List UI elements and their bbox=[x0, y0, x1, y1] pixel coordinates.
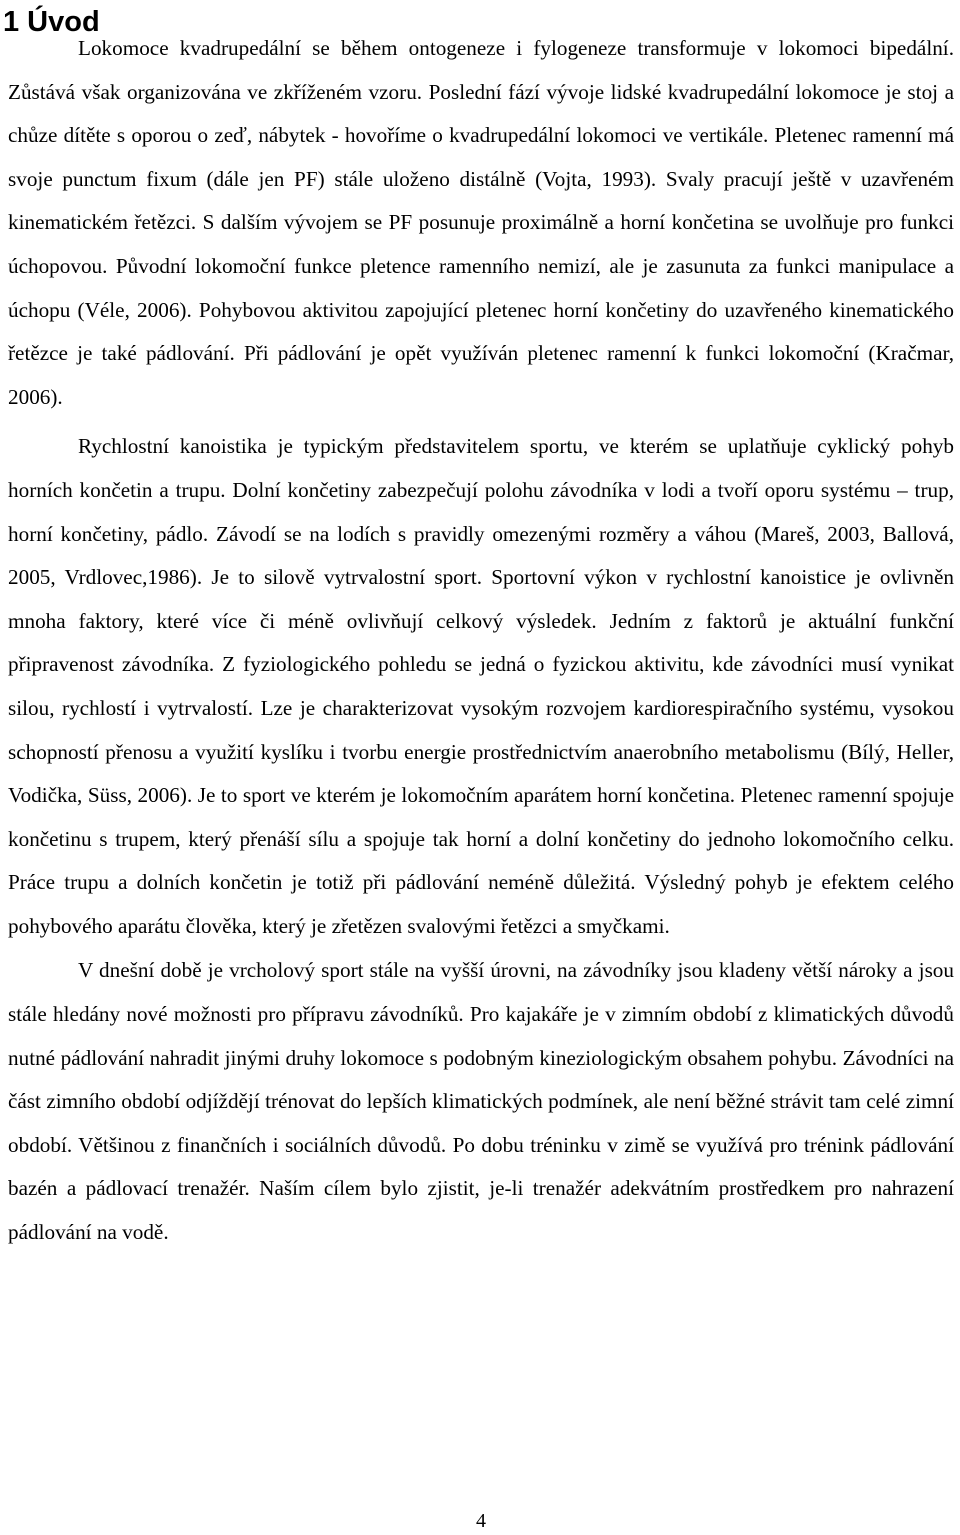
page-number: 4 bbox=[476, 1510, 486, 1532]
paragraph-canoeing: Rychlostní kanoistika je typickým představitelem sportu, ve kterém se uplatňuje cyklický pohyb horních končetin a trupu. Dolní končetiny zabezpečují polohu závodníka v lodi a tvoří oporu systému – trup, horní končetiny, pádlo. Závodí se na lodích s pravidly omezenými rozměry a váhou (Mareš, 2003, Ballová, 2005, Vrdlovec,1986). Je to silově vytrvalostní sport. Sportovní výkon v rychlostní kanoistice je ovlivněn mnoha faktory, které více či méně ovlivňují celkový výsledek. Jedním z faktorů je aktuální funkční připravenost závodníka. Z fyziologického pohledu se jedná o fyzickou aktivitu, kde závodníci musí vynikat silou, rychlostí i vytrvalostí. Lze je charakterizovat vysokým rozvojem kardiorespiračního systému, vysokou schopností přenosu a využití kyslíku i tvorbu energie prostřednictvím anaerobního metabolismu (Bílý, Heller, Vodička, Süss, 2006). Je to sport ve kterém je lokomočním aparátem horní končetina. Pletenec ramenní spojuje končetinu s trupem, který přenáší sílu a spojuje tak horní a dolní končetiny do jednoho lokomočního celku. Práce trupu a dolních končetin je totiž při pádlování neméně důležitá. Výsledný pohyb je efektem celého pohybového aparátu člověka, který je zřetězen svalovými řetězci a smyčkami. bbox=[8, 434, 954, 938]
section-heading: 1 Úvod bbox=[3, 6, 100, 38]
paragraph-training: V dnešní době je vrcholový sport stále na vyšší úrovni, na závodníky jsou kladeny větší nároky a jsou stále hledány nové možnosti pro přípravu závodníků. Pro kajakáře je v zimním období z klimatických důvodů nutné pádlování nahradit jinými druhy lokomoce s podobným kineziologickým obsahem pohybu. Závodníci na část zimního období odjíždějí trénovat do lepších klimatických podmínek, ale není běžné strávit tam celé zimní období. Většinou z finančních i sociálních důvodů. Po dobu tréninku v zimě se využívá pro trénink pádlování bazén a pádlovací trenažér. Naším cílem bylo zjistit, je-li trenažér adekvátním prostředkem pro nahrazení pádlování na vodě. bbox=[8, 958, 954, 1245]
paragraph-intro: Lokomoce kvadrupedální se během ontogeneze i fylogeneze transformuje v lokomoci bipedální. Zůstává však organizována ve zkříženém vzoru. Poslední fází vývoje lidské kvadrupedální lokomoce je stoj a chůze dítěte s oporou o zeď, nábytek - hovoříme o kvadrupedální lokomoci ve vertikále. Pletenec ramenní má svoje punctum fixum (dále jen PF) stále uloženo distálně (Vojta, 1993). Svaly pracují ještě v uzavřeném kinematickém řetězci. S dalším vývojem se PF posunuje proximálně a horní končetina se uvolňuje pro funkci úchopovou. Původní lokomoční funkce pletence ramenního nemizí, ale je zasunuta za funkci manipulace a úchopu (Véle, 2006). Pohybovou aktivitou zapojující pletenec horní končetiny do uzavřeného kinematického řetězce je také pádlování. Při pádlování je opět využíván pletenec ramenní k funkci lokomoční (Kračmar, 2006). bbox=[8, 36, 954, 409]
document-page bbox=[3, 0, 954, 1535]
